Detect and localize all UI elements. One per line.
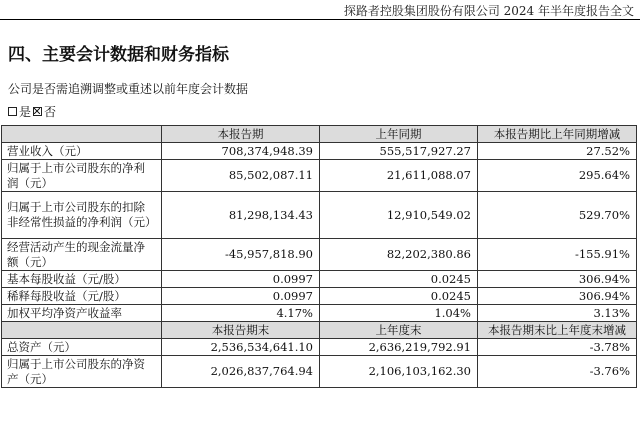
prior-value: 0.0245: [320, 271, 478, 288]
prior-value: 0.0245: [320, 288, 478, 305]
page-header-title: 探路者控股集团股份有限公司 2024 年半年度报告全文: [343, 4, 634, 18]
header-cell: [2, 126, 162, 143]
prior-value: 2,106,103,162.30: [320, 356, 478, 388]
change-value: 306.94%: [478, 271, 637, 288]
table-row: [2, 271, 637, 288]
header-cell: 上年同期: [320, 126, 478, 143]
row-label: 经营活动产生的现金流量净额（元）: [2, 239, 162, 271]
header-divider: [0, 19, 640, 20]
header-cell: [2, 322, 162, 339]
row-label: 归属于上市公司股东的扣除非经常性损益的净利润（元）: [2, 192, 162, 239]
header-cell: 本报告期末比上年度末增减: [478, 322, 637, 339]
prior-value: 2,636,219,792.91: [320, 339, 478, 356]
current-value: 85,502,087.11: [162, 160, 320, 192]
current-value: 0.0997: [162, 271, 320, 288]
current-value: 0.0997: [162, 288, 320, 305]
prior-value: 555,517,927.27: [320, 143, 478, 160]
row-label: 营业收入（元）: [2, 143, 162, 160]
table-row: [2, 356, 637, 388]
prior-value: 21,611,088.07: [320, 160, 478, 192]
row-label: 稀释每股收益（元/股）: [2, 288, 162, 305]
row-label: 归属于上市公司股东的净资产（元）: [2, 356, 162, 388]
option-yes[interactable]: [8, 103, 31, 120]
checkbox-no[interactable]: [33, 107, 42, 116]
option-no[interactable]: [33, 103, 56, 120]
table-row: [2, 305, 637, 322]
change-value: -155.91%: [478, 239, 637, 271]
header-cell: 本报告期末: [162, 322, 320, 339]
section-title: 四、主要会计数据和财务指标: [8, 45, 229, 65]
table-row: [2, 192, 637, 239]
current-value: 708,374,948.39: [162, 143, 320, 160]
row-label: 加权平均净资产收益率: [2, 305, 162, 322]
prior-value: 1.04%: [320, 305, 478, 322]
table-row: [2, 160, 637, 192]
prior-value: 12,910,549.02: [320, 192, 478, 239]
header-cell: 本报告期: [162, 126, 320, 143]
row-label: 归属于上市公司股东的净利润（元）: [2, 160, 162, 192]
header-cell: 本报告期比上年同期增减: [478, 126, 637, 143]
change-value: 27.52%: [478, 143, 637, 160]
table-row: [2, 239, 637, 271]
financial-data-table: [1, 125, 637, 388]
table-row: [2, 143, 637, 160]
change-value: 3.13%: [478, 305, 637, 322]
restatement-question: 公司是否需追溯调整或重述以前年度会计数据: [8, 82, 249, 96]
table2-header-row: [2, 322, 637, 339]
change-value: -3.78%: [478, 339, 637, 356]
row-label: 总资产（元）: [2, 339, 162, 356]
option-no-label: 否: [44, 105, 57, 119]
current-value: 4.17%: [162, 305, 320, 322]
row-label: 基本每股收益（元/股）: [2, 271, 162, 288]
table-row: [2, 339, 637, 356]
current-value: 2,536,534,641.10: [162, 339, 320, 356]
current-value: 2,026,837,764.94: [162, 356, 320, 388]
table-row: [2, 288, 637, 305]
current-value: -45,957,818.90: [162, 239, 320, 271]
current-value: 81,298,134.43: [162, 192, 320, 239]
table1-header-row: [2, 126, 637, 143]
option-yes-label: 是: [19, 105, 32, 119]
change-value: 295.64%: [478, 160, 637, 192]
change-value: 529.70%: [478, 192, 637, 239]
change-value: -3.76%: [478, 356, 637, 388]
prior-value: 82,202,380.86: [320, 239, 478, 271]
header-cell: 上年度末: [320, 322, 478, 339]
restatement-options: [8, 103, 58, 120]
change-value: 306.94%: [478, 288, 637, 305]
checkbox-yes[interactable]: [8, 107, 17, 116]
